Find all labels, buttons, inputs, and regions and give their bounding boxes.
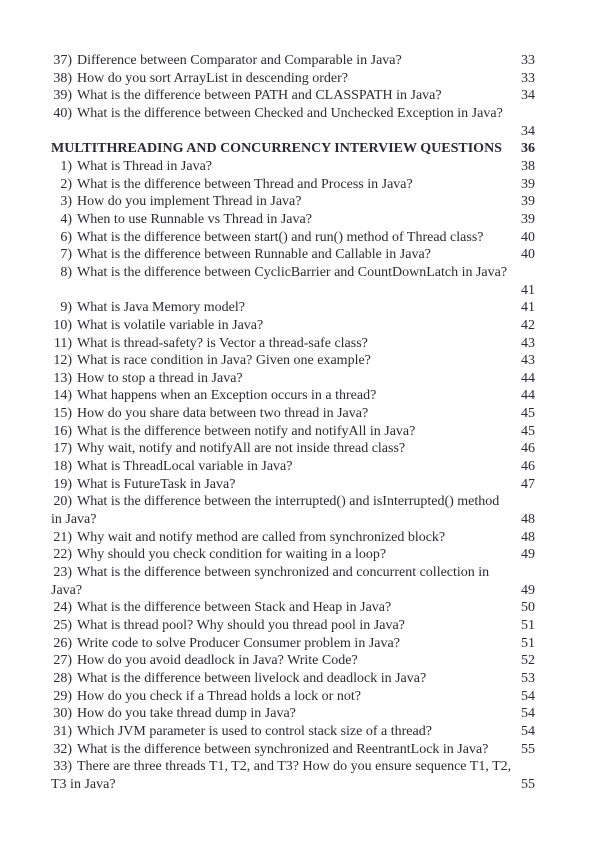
entry-page-number: 52 bbox=[521, 653, 535, 669]
entry-page-number: 50 bbox=[521, 600, 535, 616]
toc-entry[interactable] bbox=[51, 723, 535, 741]
entry-number: 27) bbox=[53, 653, 72, 669]
entry-page-number: 33 bbox=[521, 70, 535, 86]
entry-number: 33) bbox=[53, 759, 72, 775]
entry-number: 21) bbox=[53, 529, 72, 545]
entry-number: 31) bbox=[53, 723, 72, 739]
toc-entry[interactable] bbox=[51, 229, 535, 247]
entry-text: Why wait, notify and notifyAll are not inside thread class? bbox=[77, 441, 406, 457]
entry-number: 37) bbox=[53, 53, 72, 68]
entry-page-number: 39 bbox=[521, 176, 535, 192]
entry-number: 23) bbox=[53, 565, 72, 581]
entry-text: Difference between Comparator and Comparable in Java? bbox=[77, 53, 402, 68]
entry-number: 22) bbox=[53, 547, 72, 563]
toc-entry[interactable] bbox=[51, 352, 535, 370]
toc-entry[interactable] bbox=[51, 458, 535, 476]
entry-number: 25) bbox=[53, 618, 72, 633]
toc-entry[interactable] bbox=[51, 546, 535, 564]
entry-page-number: 55 bbox=[521, 741, 535, 757]
entry-number: 14) bbox=[53, 388, 72, 404]
toc-entry[interactable] bbox=[51, 652, 535, 670]
toc-entry[interactable] bbox=[51, 423, 535, 441]
entry-text: What is race condition in Java? Given one example? bbox=[77, 353, 371, 369]
entry-text: What is Java Memory model? bbox=[77, 300, 245, 316]
entry-number: 2) bbox=[60, 176, 72, 192]
entry-text: What is the difference between Thread and Process in Java? bbox=[77, 176, 413, 192]
entry-number: 13) bbox=[53, 370, 72, 386]
entry-text: What is the difference between synchronized and concurrent collection in bbox=[77, 565, 490, 581]
entry-text: What is Thread in Java? bbox=[77, 158, 213, 174]
entry-number: 15) bbox=[53, 406, 72, 422]
toc-entry[interactable] bbox=[51, 370, 535, 388]
entry-number: 1) bbox=[60, 158, 72, 174]
toc-entry-list bbox=[51, 52, 535, 794]
entry-text: What is the difference between notify and notifyAll in Java? bbox=[77, 423, 416, 439]
entry-text-continued: T3 in Java? bbox=[51, 776, 116, 792]
toc-entry[interactable] bbox=[51, 529, 535, 547]
toc-entry-continuation[interactable] bbox=[51, 582, 535, 600]
entry-page-number: 38 bbox=[521, 158, 535, 174]
entry-text: What is the difference between CyclicBarrier and CountDownLatch in Java? bbox=[77, 264, 508, 280]
entry-page-number: 44 bbox=[521, 370, 535, 386]
entry-text: What is the difference between livelock and deadlock in Java? bbox=[77, 670, 427, 686]
toc-entry[interactable] bbox=[51, 105, 535, 123]
entry-text: There are three threads T1, T2, and T3? How do you ensure sequence T1, T2, bbox=[77, 759, 512, 775]
entry-number: 4) bbox=[60, 211, 72, 227]
entry-page-number: 36 bbox=[521, 141, 535, 157]
entry-number: 17) bbox=[53, 441, 72, 457]
entry-page-number: 54 bbox=[521, 706, 535, 722]
entry-text: Which JVM parameter is used to control stack size of a thread? bbox=[77, 723, 432, 739]
entry-page-number: 55 bbox=[521, 776, 535, 792]
entry-number: 6) bbox=[60, 229, 72, 245]
entry-page-number: 34 bbox=[521, 123, 535, 139]
entry-page-number: 54 bbox=[521, 723, 535, 739]
entry-page-number: 51 bbox=[521, 618, 535, 633]
entry-text: Why should you check condition for waiting in a loop? bbox=[77, 547, 387, 563]
toc-section-heading[interactable] bbox=[51, 140, 535, 158]
entry-page-number: 33 bbox=[521, 53, 535, 68]
entry-text: Why wait and notify method are called from synchronized block? bbox=[77, 529, 446, 545]
entry-number: 18) bbox=[53, 459, 72, 475]
toc-entry[interactable] bbox=[51, 176, 535, 194]
entry-number: 11) bbox=[53, 335, 72, 351]
toc-entry[interactable] bbox=[51, 87, 535, 105]
toc-entry[interactable] bbox=[51, 476, 535, 494]
entry-text: How to stop a thread in Java? bbox=[77, 370, 243, 386]
entry-text: What is volatile variable in Java? bbox=[77, 317, 264, 333]
entry-text: How do you implement Thread in Java? bbox=[77, 194, 302, 210]
toc-entry[interactable] bbox=[51, 493, 535, 511]
entry-page-number: 49 bbox=[521, 547, 535, 563]
entry-text: What happens when an Exception occurs in a thread? bbox=[77, 388, 377, 404]
toc-entry[interactable] bbox=[51, 246, 535, 264]
entry-page-number: 51 bbox=[521, 635, 535, 651]
entry-page-number: 40 bbox=[521, 229, 535, 245]
entry-page-number: 45 bbox=[521, 406, 535, 422]
entry-number: 9) bbox=[60, 300, 72, 316]
entry-page-number: 44 bbox=[521, 388, 535, 404]
entry-text: How do you take thread dump in Java? bbox=[77, 706, 296, 722]
toc-entry-continuation[interactable] bbox=[51, 776, 535, 794]
entry-page-number: 39 bbox=[521, 211, 535, 227]
entry-text: What is the difference between Checked and Unchecked Exception in Java? bbox=[77, 105, 503, 121]
entry-number: 16) bbox=[53, 423, 72, 439]
entry-text: What is the difference between synchronized and ReentrantLock in Java? bbox=[77, 741, 489, 757]
entry-number: 39) bbox=[53, 88, 72, 104]
entry-page-number: 48 bbox=[521, 512, 535, 528]
entry-number: 28) bbox=[53, 670, 72, 686]
entry-text: What is thread pool? Why should you thread pool in Java? bbox=[77, 618, 405, 633]
toc-entry[interactable] bbox=[51, 70, 535, 88]
entry-number: 24) bbox=[53, 600, 72, 616]
entry-page-number: 45 bbox=[521, 423, 535, 439]
entry-page-number: 54 bbox=[521, 688, 535, 704]
entry-text: What is ThreadLocal variable in Java? bbox=[77, 459, 293, 475]
toc-entry-continuation[interactable] bbox=[51, 123, 535, 141]
toc-entry[interactable] bbox=[51, 335, 535, 353]
entry-text: What is the difference between the interrupted() and isInterrupted() method bbox=[77, 494, 500, 510]
entry-text: What is the difference between Runnable and Callable in Java? bbox=[77, 247, 431, 263]
entry-text: What is thread-safety? is Vector a thread-safe class? bbox=[77, 335, 368, 351]
entry-page-number: 42 bbox=[521, 317, 535, 333]
entry-text: Write code to solve Producer Consumer problem in Java? bbox=[77, 635, 400, 651]
toc-entry[interactable] bbox=[51, 317, 535, 335]
entry-number: 38) bbox=[53, 70, 72, 86]
section-heading-text: MULTITHREADING AND CONCURRENCY INTERVIEW QUESTIONS bbox=[51, 141, 502, 157]
entry-number: 10) bbox=[53, 317, 72, 333]
entry-number: 30) bbox=[53, 706, 72, 722]
entry-page-number: 43 bbox=[521, 353, 535, 369]
entry-page-number: 39 bbox=[521, 194, 535, 210]
entry-number: 19) bbox=[53, 476, 72, 492]
entry-text: How do you check if a Thread holds a lock or not? bbox=[77, 688, 361, 704]
entry-page-number: 48 bbox=[521, 529, 535, 545]
entry-text: How do you share data between two thread in Java? bbox=[77, 406, 369, 422]
toc-entry[interactable] bbox=[51, 405, 535, 423]
entry-page-number: 34 bbox=[521, 88, 535, 104]
entry-page-number: 46 bbox=[521, 441, 535, 457]
entry-text: When to use Runnable vs Thread in Java? bbox=[77, 211, 312, 227]
entry-number: 12) bbox=[53, 353, 72, 369]
toc-entry[interactable] bbox=[51, 599, 535, 617]
entry-page-number: 41 bbox=[521, 282, 535, 298]
entry-text: What is FutureTask in Java? bbox=[77, 476, 236, 492]
entry-number: 7) bbox=[60, 247, 72, 263]
toc-entry[interactable] bbox=[51, 264, 535, 282]
toc-entry[interactable] bbox=[51, 705, 535, 723]
entry-text-continued: Java? bbox=[51, 582, 83, 598]
entry-page-number: 53 bbox=[521, 670, 535, 686]
entry-number: 20) bbox=[53, 494, 72, 510]
entry-text: What is the difference between Stack and Heap in Java? bbox=[77, 600, 392, 616]
entry-page-number: 47 bbox=[521, 476, 535, 492]
entry-page-number: 43 bbox=[521, 335, 535, 351]
entry-number: 40) bbox=[53, 105, 72, 121]
toc-entry[interactable] bbox=[51, 670, 535, 688]
entry-page-number: 49 bbox=[521, 582, 535, 598]
entry-number: 32) bbox=[53, 741, 72, 757]
toc-entry[interactable] bbox=[51, 741, 535, 759]
entry-number: 29) bbox=[53, 688, 72, 704]
entry-number: 26) bbox=[53, 635, 72, 651]
entry-text-continued: in Java? bbox=[51, 512, 97, 528]
toc-entry[interactable] bbox=[51, 758, 535, 776]
toc-entry[interactable] bbox=[51, 387, 535, 405]
toc-entry[interactable] bbox=[51, 440, 535, 458]
toc-entry[interactable] bbox=[51, 688, 535, 706]
entry-number: 8) bbox=[60, 264, 72, 280]
toc-entry[interactable] bbox=[51, 52, 535, 70]
entry-page-number: 41 bbox=[521, 300, 535, 316]
toc-entry[interactable] bbox=[51, 193, 535, 211]
toc-entry[interactable] bbox=[51, 299, 535, 317]
toc-entry[interactable] bbox=[51, 617, 535, 635]
entry-page-number: 46 bbox=[521, 459, 535, 475]
toc-entry-continuation[interactable] bbox=[51, 511, 535, 529]
toc-entry[interactable] bbox=[51, 158, 535, 176]
toc-entry[interactable] bbox=[51, 211, 535, 229]
entry-text: How do you sort ArrayList in descending order? bbox=[77, 70, 348, 86]
entry-page-number: 40 bbox=[521, 247, 535, 263]
toc-entry[interactable] bbox=[51, 564, 535, 582]
entry-text: How do you avoid deadlock in Java? Write Code? bbox=[77, 653, 358, 669]
entry-number: 3) bbox=[60, 194, 72, 210]
toc-entry-continuation[interactable] bbox=[51, 282, 535, 300]
entry-text: What is the difference between PATH and CLASSPATH in Java? bbox=[77, 88, 442, 104]
toc-entry[interactable] bbox=[51, 635, 535, 653]
entry-text: What is the difference between start() and run() method of Thread class? bbox=[77, 229, 484, 245]
